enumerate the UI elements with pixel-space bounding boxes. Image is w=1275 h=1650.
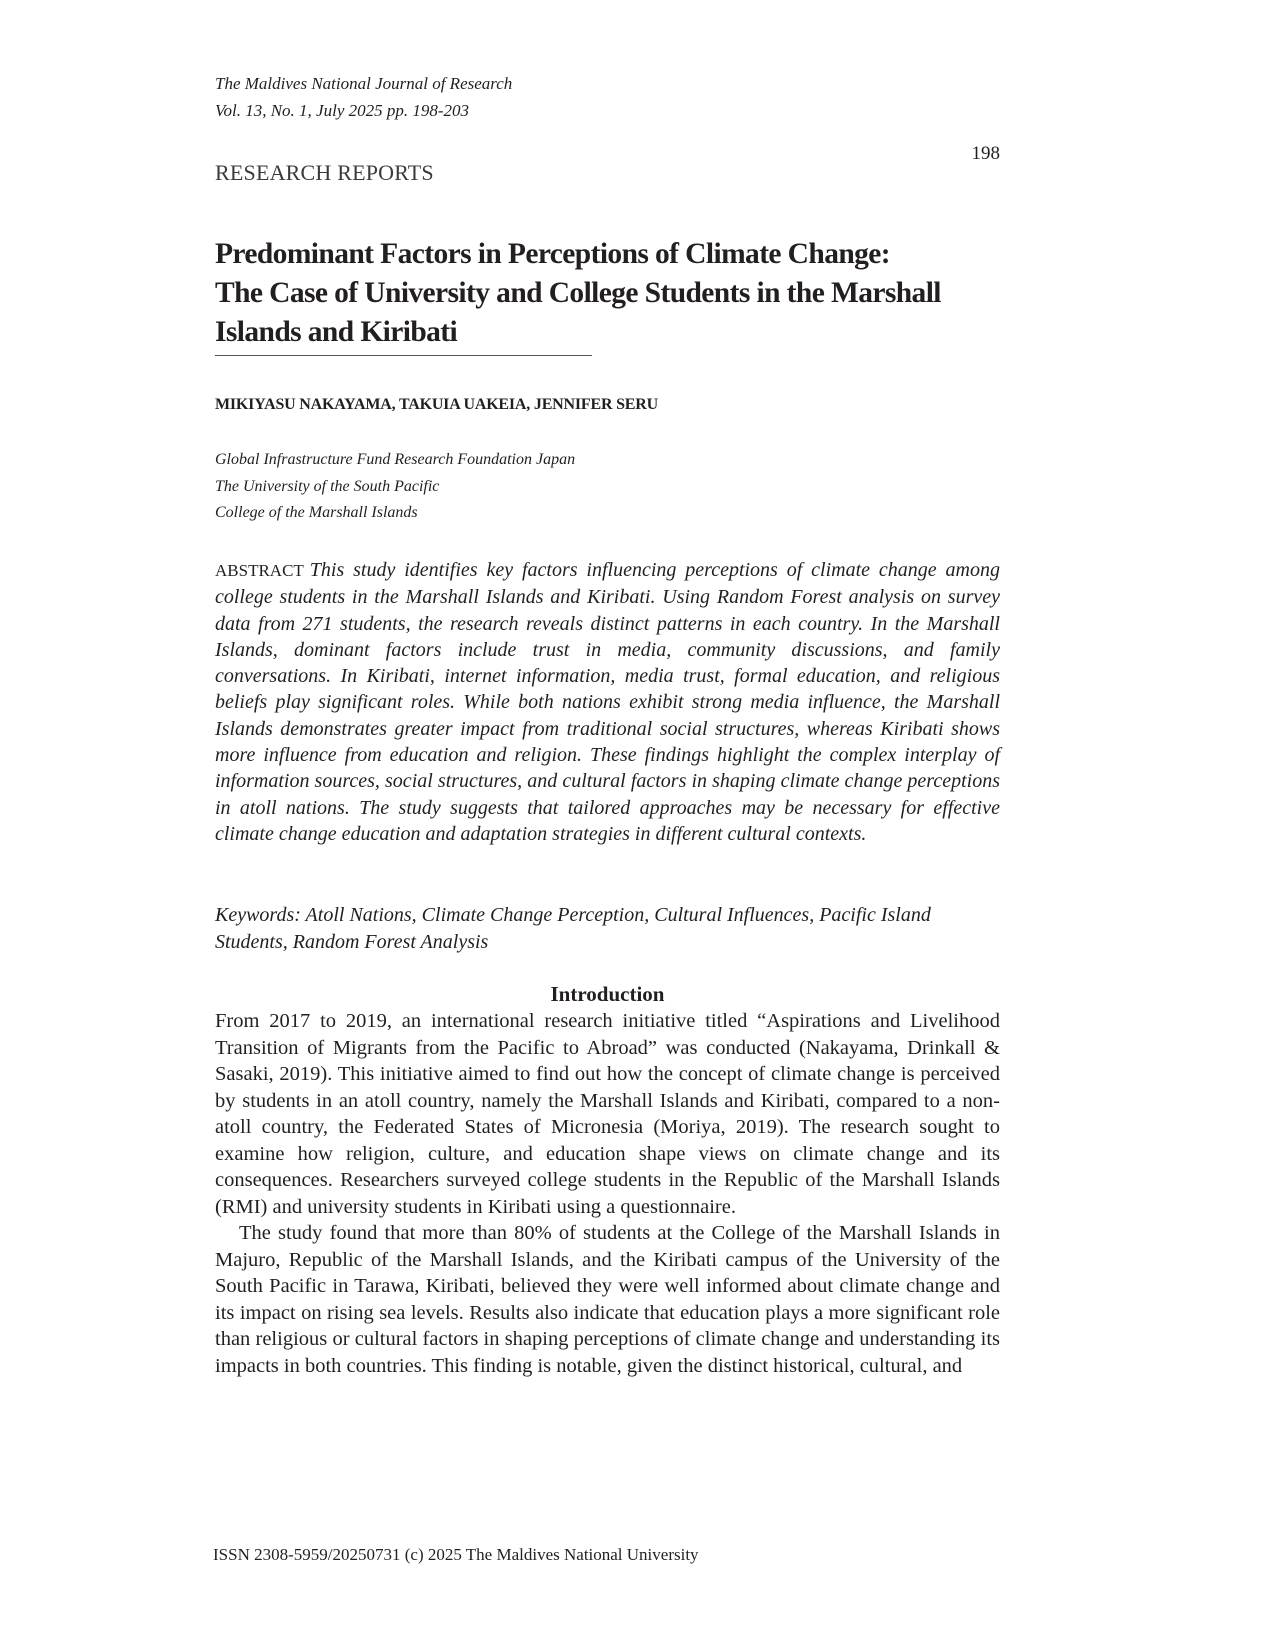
article-title [215, 235, 1000, 352]
body-paragraph: From 2017 to 2019, an international research initiative titled “Aspirations and Livelihood Transition of Migrants from the Pacific to Abroad” was conducted (Nakayama, Drinkall & Sasaki, 2019). This initiative aimed to find out how the concept of climate change is perceived by students in an atoll country, namely the Marshall Islands and Kiribati, compared to a non-atoll country, the Federated States of Micronesia (Moriya, 2019). The research sought to examine how religion, culture, and education shape views on climate change and its consequences. Researchers surveyed college students in the Republic of the Marshall Islands (RMI) and university students in Kiribati using a questionnaire. [215, 1010, 1000, 1218]
running-header [215, 70, 1000, 164]
abstract-text: This study identifies key factors influencing perceptions of climate change among college students in the Marshall Islands and Kiribati. Using Random Forest analysis on survey data from 271 students, the research reveals distinct patterns in each country. In the Marshall Islands, dominant factors include trust in media, community discussions, and family conversations. In Kiribati, internet information, media trust, formal education, and religious beliefs play significant roles. While both nations exhibit strong media influence, the Marshall Islands demonstrates greater impact from traditional social structures, whereas Kiribati shows more influence from education and religion. These findings highlight the complex interplay of information sources, social structures, and cultural factors in shaping climate change perceptions in atoll nations. The study suggests that tailored approaches may be necessary for effective climate change education and adaptation strategies in different cultural contexts. [215, 559, 1000, 845]
title-line: Predominant Factors in Perceptions of Climate Change: [215, 238, 891, 270]
section-label: RESEARCH REPORTS [215, 160, 434, 185]
abstract-label: ABSTRACT [215, 561, 304, 580]
affiliation: Global Infrastructure Fund Research Foundation Japan [215, 451, 576, 468]
keywords: Keywords: Atoll Nations, Climate Change Perception, Cultural Influences, Pacific Island Students, Random Forest Analysis [215, 904, 931, 953]
introduction-body [215, 1008, 1000, 1379]
footer-issn: ISSN 2308-5959/20250731 (c) 2025 The Maldives National University [213, 1545, 699, 1564]
journal-name: The Maldives National Journal of Research [215, 74, 513, 93]
body-paragraph: The study found that more than 80% of students at the College of the Marshall Islands in Majuro, Republic of the Marshall Islands, and the Kiribati campus of the University of the South Pacific in Tarawa, Kiribati, believed they were well informed about climate change and its impact on rising sea levels. Results also indicate that education plays a more significant role than religious or cultural factors in shaping perceptions of climate change and understanding its impacts in both countries. This finding is notable, given the distinct historical, cultural, and [215, 1222, 1000, 1377]
affiliation: College of the Marshall Islands [215, 504, 418, 521]
title-line: Islands and Kiribati [215, 316, 458, 348]
authors: MIKIYASU NAKAYAMA, TAKUIA UAKEIA, JENNIFER SERU [215, 396, 658, 413]
affiliation: The University of the South Pacific [215, 477, 440, 495]
abstract [215, 557, 1000, 847]
affiliations [215, 447, 575, 527]
title-line: The Case of University and College Students in the Marshall [215, 277, 941, 309]
introduction-heading: Introduction [550, 982, 665, 1006]
page-number: 198 [971, 143, 1000, 164]
volume-info: Vol. 13, No. 1, July 2025 pp. 198-203 [215, 101, 470, 120]
title-underline-rule [215, 355, 592, 356]
